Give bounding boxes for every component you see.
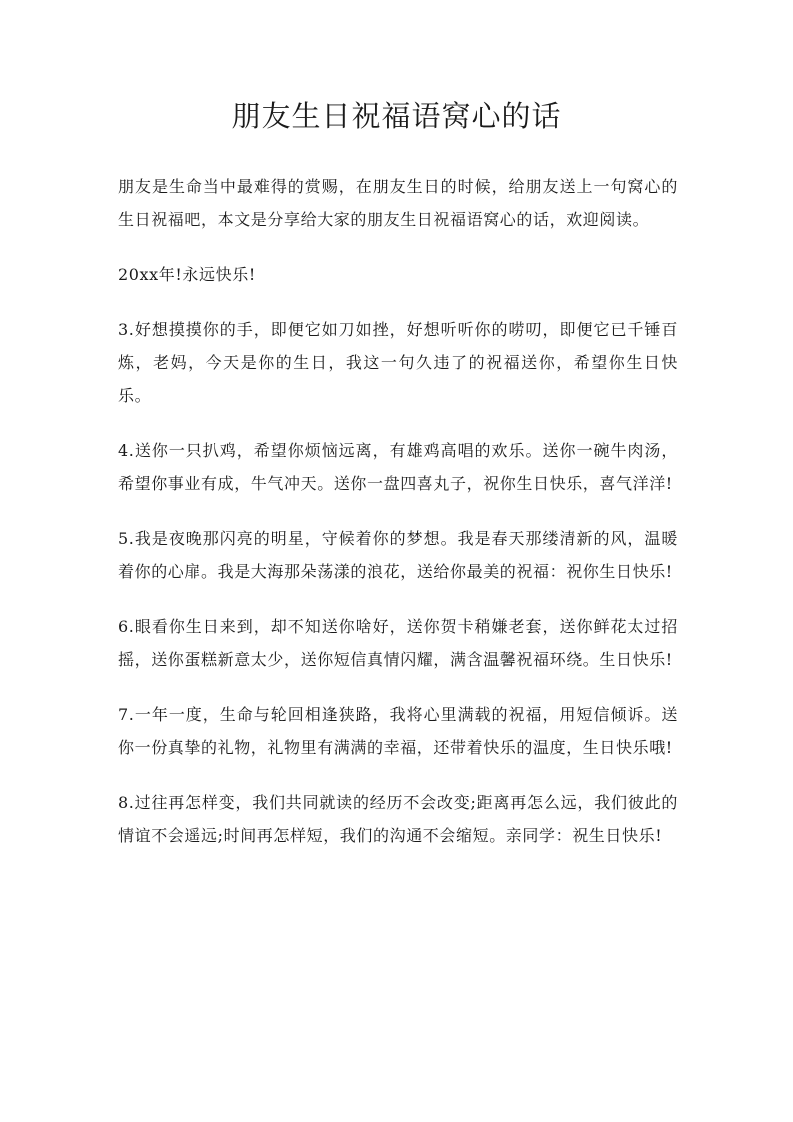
article-body: [118, 170, 678, 874]
paragraph: 5.我是夜晚那闪亮的明星，守候着你的梦想。我是春天那缕清新的风，温暖着你的心扉。我是大海那朵荡漾的浪花，送给你最美的祝福：祝你生日快乐!: [118, 529, 678, 581]
paragraph: 20xx年!永远快乐!: [118, 265, 256, 284]
paragraph: 3.好想摸摸你的手，即便它如刀如挫，好想听听你的唠叨，即便它已千锤百炼，老妈，今天是你的生日，我这一句久违了的祝福送你，希望你生日快乐。: [118, 320, 678, 405]
paragraph: 8.过往再怎样变，我们共同就读的经历不会改变;距离再怎么远，我们彼此的情谊不会遥远;时间再怎样短，我们的沟通不会缩短。亲同学：祝生日快乐!: [118, 793, 678, 845]
paragraph: 4.送你一只扒鸡，希望你烦恼远离，有雄鸡高唱的欢乐。送你一碗牛肉汤，希望你事业有成，牛气冲天。送你一盘四喜丸子，祝你生日快乐，喜气洋洋!: [118, 441, 678, 493]
intro-paragraph: 朋友是生命当中最难得的赏赐，在朋友生日的时候，给朋友送上一句窝心的生日祝福吧，本文是分享给大家的朋友生日祝福语窝心的话，欢迎阅读。: [118, 177, 678, 229]
paragraph: 6.眼看你生日来到，却不知送你啥好，送你贺卡稍嫌老套，送你鲜花太过招摇，送你蛋糕新意太少，送你短信真情闪耀，满含温馨祝福环绕。生日快乐!: [118, 617, 678, 669]
paragraph: 7.一年一度，生命与轮回相逢狭路，我将心里满载的祝福，用短信倾诉。送你一份真挚的礼物，礼物里有满满的幸福，还带着快乐的温度，生日快乐哦!: [118, 705, 678, 757]
page-title: 朋友生日祝福语窝心的话: [231, 99, 562, 133]
